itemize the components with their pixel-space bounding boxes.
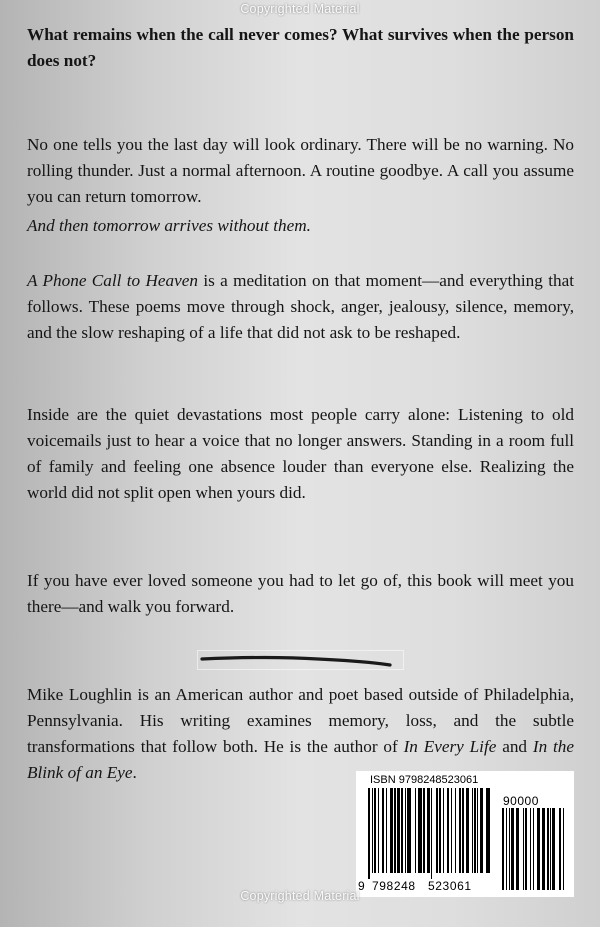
divider-rule bbox=[197, 650, 404, 670]
copyright-watermark-bottom: Copyrighted Material bbox=[240, 889, 360, 903]
bio-and: and bbox=[496, 737, 533, 756]
bio-text: Mike Loughlin is an American author and poet based outside of Philadelphia, Pennsylvania. His writing examines memory, loss, and the subtle transformations that follow both. He is the author of bbox=[27, 685, 574, 756]
bio-book-1: In Every Life bbox=[403, 737, 497, 756]
paragraph-intro: No one tells you the last day will look ordinary. There will be no warning. No rolling thunder. Just a normal afternoon. A routine goodbye. A call you assume you can return tomorrow. bbox=[27, 135, 574, 206]
paragraph-closing: If you have ever loved someone you had to let go of, this book will meet you there—and walk you forward. bbox=[27, 571, 574, 616]
barcode-digit-1: 9 bbox=[358, 879, 365, 893]
book-title: A Phone Call to Heaven bbox=[27, 271, 198, 290]
bio-end: . bbox=[132, 763, 137, 782]
isbn-barcode bbox=[356, 771, 574, 897]
price-code: 90000 bbox=[503, 794, 539, 808]
paragraph-tomorrow: And then tomorrow arrives without them. bbox=[27, 216, 311, 235]
bio-book-2: In the Blink of an Eye bbox=[27, 737, 574, 782]
ean-barcode-bars bbox=[368, 788, 492, 879]
isbn-label: ISBN 9798248523061 bbox=[370, 774, 479, 786]
addon-barcode-bars bbox=[502, 808, 564, 890]
paragraph-inside: Inside are the quiet devastations most people carry alone: Listening to old voicemails just to hear a voice that no longer answers. Standing in a room full of family and feeling one absence louder than everyone else. Realizing the world did not split open when yours did. bbox=[27, 405, 574, 502]
paragraph-description bbox=[27, 268, 574, 346]
description-text: is a meditation on that moment—and everything that follows. These poems move through shock, anger, jealousy, silence, memory, and the slow reshaping of a life that did not ask to be reshaped. bbox=[27, 271, 574, 342]
barcode-digit-3: 523061 bbox=[428, 879, 472, 893]
barcode-digit-2: 798248 bbox=[372, 879, 416, 893]
copyright-watermark-top: Copyrighted Material bbox=[240, 2, 360, 16]
headline: What remains when the call never comes? What survives when the person does not? bbox=[27, 25, 574, 70]
